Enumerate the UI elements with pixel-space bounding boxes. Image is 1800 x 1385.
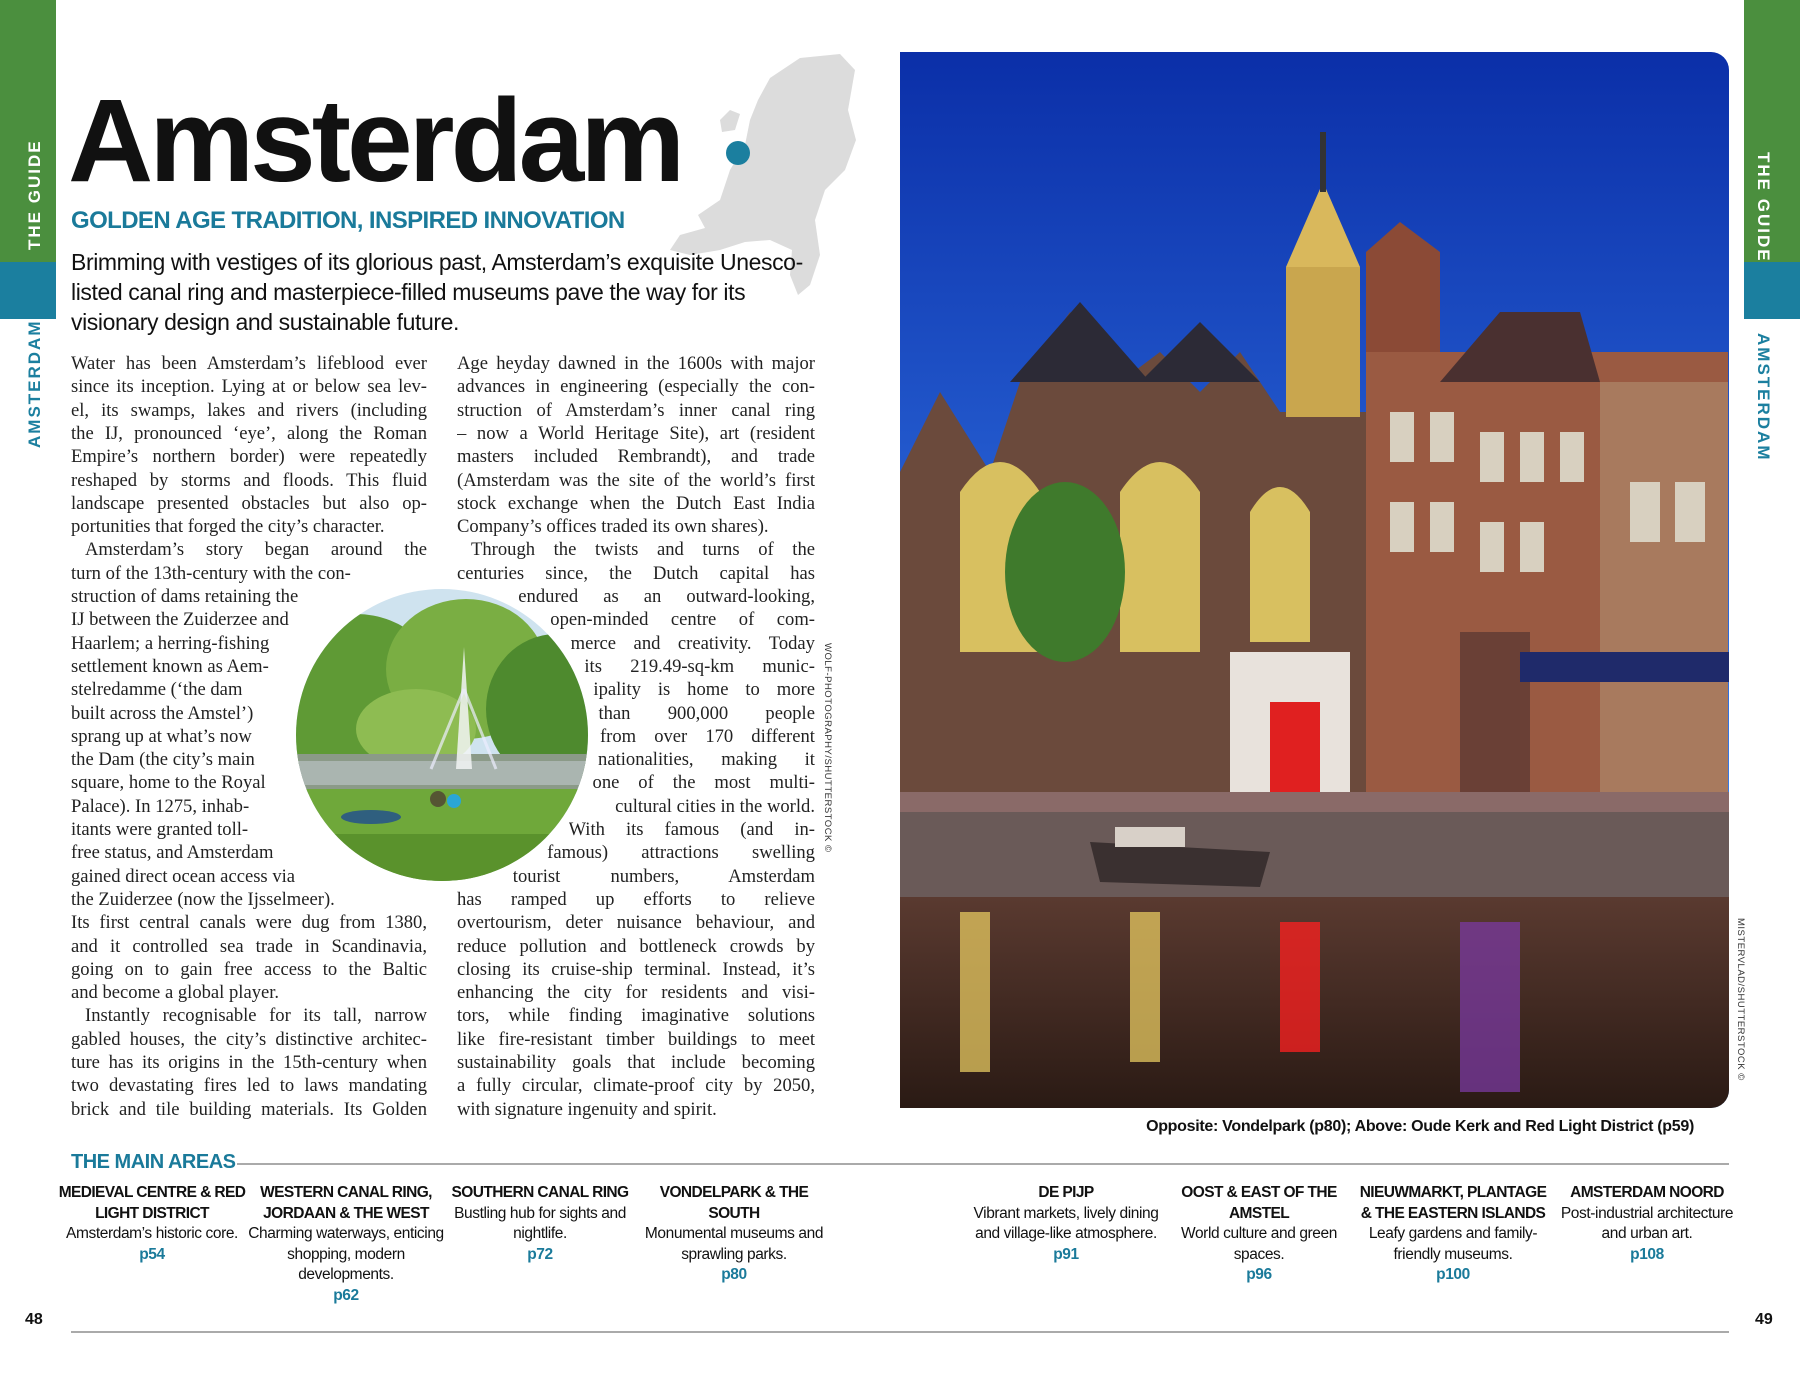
body-text-line: free status, and Amsterdam [71, 842, 274, 864]
area-page-link[interactable]: p80 [721, 1266, 747, 1283]
area-item [1549, 1183, 1745, 1265]
area-description: World culture and green spaces. [1181, 1225, 1337, 1263]
body-text-line: the IJ, pronounced ‘eye’, along the Roman [71, 422, 427, 444]
body-text-line: has ramped up efforts to relieve [457, 888, 815, 910]
body-text-line: from over 170 different [599, 725, 815, 747]
body-text-line: the Zuiderzee (now the Ijsselmeer). [71, 888, 335, 910]
body-text-line: gained direct ocean access via [71, 865, 296, 887]
body-text-line: el, its swamps, lakes and rivers (including [71, 399, 427, 421]
area-name: WESTERN CANAL RING, JORDAAN & THE WEST [260, 1184, 432, 1222]
area-page-link[interactable]: p62 [333, 1286, 359, 1304]
body-text-line: cultural cities in the world. [615, 795, 815, 817]
body-text-line: Through the twists and turns of the [471, 539, 815, 561]
body-text-line: ture has its origins in the 15th-century when [71, 1052, 427, 1073]
body-text-line: its 219.49-sq-km munic- [584, 655, 815, 677]
body-text-line: Its first central canals were dug from 1380, [71, 912, 427, 934]
body-text-line: merce and creativity. Today [570, 632, 815, 654]
body-text-line: square, home to the Royal [71, 772, 266, 794]
subtitle: GOLDEN AGE TRADITION, INSPIRED INNOVATION [71, 207, 625, 234]
body-text-line: enhancing the city for residents and visi- [457, 982, 815, 1004]
body-text-line: a fully circular, climate-proof city by 2050, [457, 1075, 815, 1097]
main-photo-credit: MISTERVLAD/SHUTTERSTOCK © [1735, 918, 1746, 1081]
area-description: Charming waterways, enticing shopping, modern developments. [248, 1225, 444, 1283]
area-description: Bustling hub for sights and nightlife. [454, 1204, 626, 1242]
body-text-line: the Dam (the city’s main [71, 749, 255, 771]
area-description: Vibrant markets, lively dining and village-like atmosphere. [973, 1204, 1159, 1242]
body-text-line: struction of Amsterdam’s inner canal ring [457, 399, 815, 421]
intro-paragraph: Brimming with vestiges of its glorious past, Amsterdam’s exquisite Unesco-listed canal ring and masterpiece-filled museums pave the way for its visionary design and sustainable future. [71, 249, 803, 335]
body-text-line: with signature ingenuity and spirit. [457, 1098, 717, 1120]
left-chapter-tab [0, 262, 56, 319]
body-text-line: portunities that forged the city’s character. [71, 516, 385, 538]
area-description: Amsterdam’s historic core. [66, 1225, 238, 1242]
body-text-line: Age heyday dawned in the 1600s with major [457, 353, 815, 374]
body-text-line: overtourism, deter nuisance behaviour, and [457, 912, 815, 934]
body-text-line: Amsterdam’s story began around the [85, 539, 427, 561]
body-text-line: one of the most multi- [592, 772, 815, 794]
body-text-line: famous) attractions swelling [547, 842, 815, 864]
body-text-line: Palace). In 1275, inhab- [71, 795, 250, 817]
page-number-right: 49 [1755, 1311, 1773, 1328]
body-text-line: Haarlem; a herring-fishing [71, 632, 270, 654]
body-text-line: going on to gain free access to the Baltic [71, 958, 427, 980]
area-item [54, 1183, 250, 1265]
area-page-link[interactable]: p100 [1436, 1266, 1470, 1283]
main-areas-heading: THE MAIN AREAS [71, 1151, 236, 1173]
area-item [1161, 1183, 1357, 1286]
body-text-line: ipality is home to more [593, 679, 815, 701]
body-text-line: reshaped by storms and floods. This fluid [71, 469, 427, 491]
body-text-line: Company’s offices traded its own shares). [457, 516, 769, 538]
body-text-line: than 900,000 people [598, 702, 815, 724]
body-text-line: – now a World Heritage Site), art (resident [457, 422, 815, 444]
body-text-line: struction of dams retaining the [71, 586, 299, 607]
body-text-line: Water has been Amsterdam’s lifeblood ever [71, 353, 427, 374]
body-text-line: nationalities, making it [598, 749, 815, 771]
body-text-line: Instantly recognisable for its tall, narrow [85, 1005, 427, 1027]
area-page-link[interactable]: p72 [527, 1245, 553, 1263]
body-text-line: since its inception. Lying at or below sea lev- [71, 376, 427, 398]
area-item [636, 1183, 832, 1286]
area-item [442, 1183, 638, 1265]
body-text-line: (Amsterdam was the site of the world’s first [457, 469, 815, 491]
inset-photo-credit: WOLF-PHOTOGRAPHY/SHUTTERSTOCK © [822, 643, 833, 853]
body-text-line: and become a global player. [71, 982, 280, 1004]
area-name: DE PIJP [1038, 1184, 1094, 1201]
body-text-line: endured as an outward-looking, [518, 586, 815, 607]
left-chapter-label: AMSTERDAM [25, 319, 44, 448]
area-description: Monumental museums and sprawling parks. [644, 1225, 824, 1263]
body-text-line: sprang up at what’s now [71, 725, 252, 747]
body-text-line: and it controlled sea trade in Scandinavia, [71, 935, 427, 957]
area-name: OOST & EAST OF THE AMSTEL [1181, 1184, 1337, 1222]
body-text-line: stock exchange when the Dutch East India [457, 492, 815, 514]
area-name: MEDIEVAL CENTRE & RED LIGHT DISTRICT [58, 1184, 246, 1222]
amsterdam-location-marker [726, 141, 750, 165]
area-item [1355, 1183, 1551, 1286]
body-text-line: settlement known as Aem- [71, 655, 269, 677]
area-page-link[interactable]: p96 [1246, 1266, 1272, 1283]
page-number-left: 48 [25, 1311, 43, 1328]
divider [71, 1163, 1729, 1165]
area-page-link[interactable]: p91 [1053, 1245, 1079, 1263]
body-text-line: like fire-resistant timber buildings to meet [457, 1028, 815, 1050]
area-name: SOUTHERN CANAL RING [451, 1184, 629, 1201]
vondelpark-inset-photo [296, 589, 588, 881]
body-text-line: itants were granted toll- [71, 819, 249, 840]
body-text-line: landscape presented obstacles but also op- [71, 492, 427, 514]
body-text-line: two devastating fires led to laws mandating [71, 1075, 427, 1097]
divider [71, 1331, 1729, 1333]
body-text-line: centuries since, the Dutch capital has [457, 562, 815, 584]
area-description: Leafy gardens and family-friendly museums. [1368, 1225, 1538, 1263]
area-name: NIEUWMARKT, PLANTAGE & THE EASTERN ISLANDS [1359, 1184, 1547, 1222]
area-name: AMSTERDAM NOORD [1570, 1184, 1724, 1201]
body-text-line: IJ between the Zuiderzee and [71, 609, 289, 631]
body-text-line: masters included Rembrandt), and trade [457, 446, 815, 468]
body-text-line: reduce pollution and bottleneck crowds by [457, 935, 815, 957]
body-text-line: open-minded centre of com- [550, 609, 815, 631]
body-text-line: turn of the 13th-century with the con- [71, 562, 351, 584]
area-item [248, 1183, 444, 1306]
photo-caption: Opposite: Vondelpark (p80); Above: Oude Kerk and Red Light District (p59) [1146, 1118, 1694, 1135]
body-text-line: advances in engineering (especially the con- [457, 376, 815, 398]
area-item [968, 1183, 1164, 1265]
body-text-line: brick and tile building materials. Its Golden [71, 1098, 427, 1120]
body-text-line: stelredamme (‘the dam [71, 679, 243, 701]
page-title: Amsterdam [68, 75, 682, 207]
body-text-line: With its famous (and in- [568, 819, 815, 840]
area-page-link[interactable]: p54 [139, 1245, 165, 1263]
left-section-label: THE GUIDE [25, 139, 44, 250]
body-text-line: tors, while finding imaginative solutions [457, 1005, 815, 1027]
body-text-line: closing its cruise-ship terminal. Instead, it’s [457, 958, 815, 980]
right-chapter-tab [1744, 262, 1800, 319]
body-text-line: gabled houses, the city’s distinctive architec- [71, 1028, 427, 1050]
body-text-line: sustainability goals that include becoming [457, 1052, 815, 1073]
body-text-line: Empire’s northern border) were repeatedly [71, 446, 427, 468]
area-page-link[interactable]: p108 [1630, 1245, 1664, 1263]
body-text-line: built across the Amstel’) [71, 702, 254, 724]
body-text-line: tourist numbers, Amsterdam [512, 865, 815, 887]
oude-kerk-photo [900, 52, 1729, 1108]
right-chapter-label: AMSTERDAM [1754, 333, 1773, 462]
right-section-label: THE GUIDE [1754, 152, 1773, 263]
area-name: VONDELPARK & THE SOUTH [659, 1184, 809, 1222]
area-description: Post-industrial architecture and urban art. [1560, 1204, 1734, 1242]
